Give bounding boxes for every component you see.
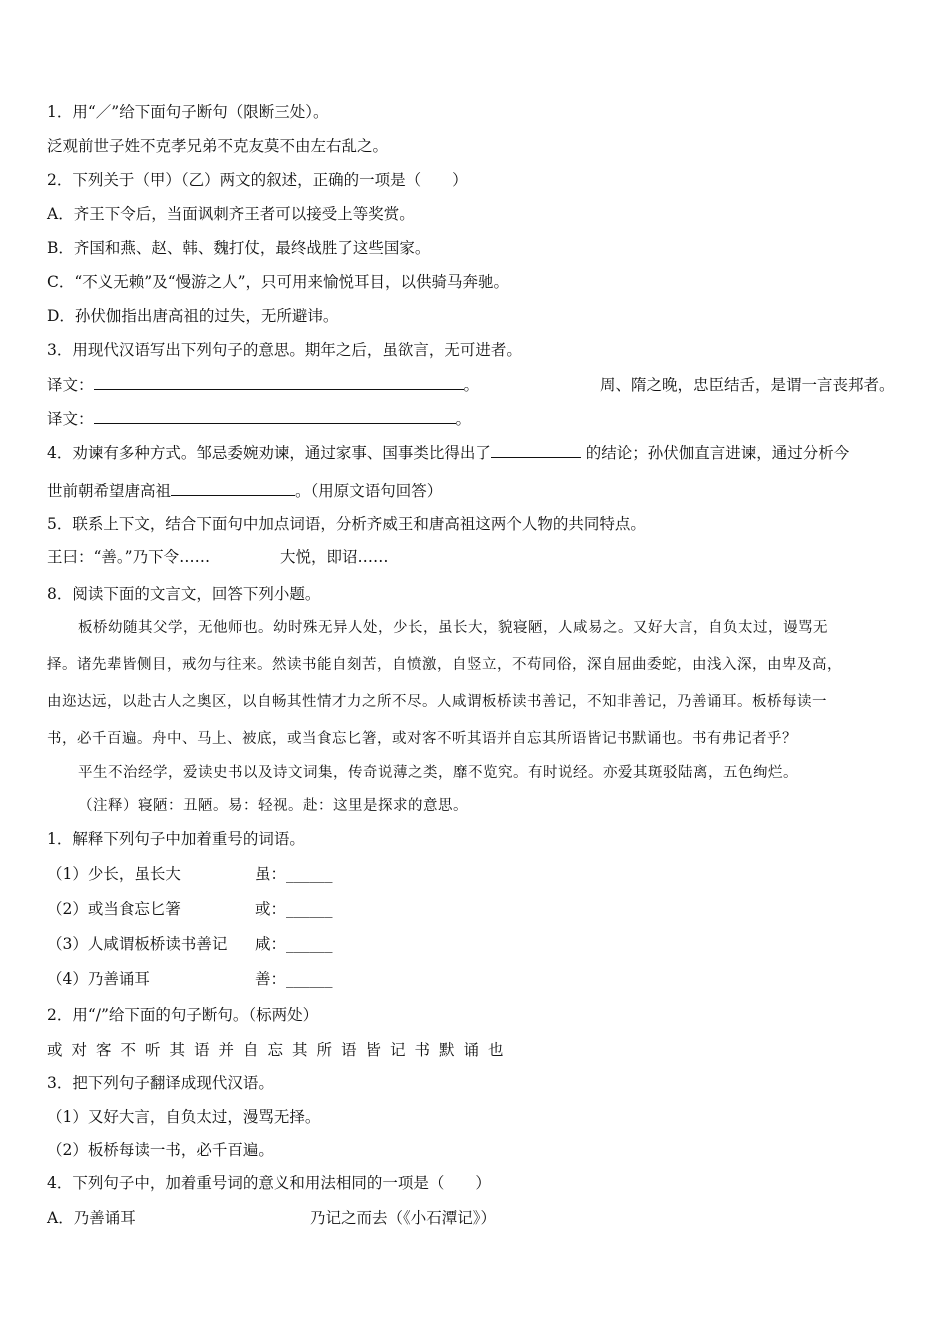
passage-line: 书，必千百遍。舟中、马上、被底，或当食忘匕箸，或对客不听其语并自忘其所语皆记书默诵也。书有弗记者乎？: [47, 731, 797, 747]
question-2-option-c: C．“不义无赖”及“慢游之人”，只可用来愉悦耳目，以供骑马奔驰。: [47, 273, 510, 291]
question-8: 8．阅读下面的文言文，回答下列小题。: [47, 585, 321, 603]
question-4-text: 4．劝谏有多种方式。邹忌委婉劝谏，通过家事、国事类比得出了: [47, 444, 491, 462]
question-2-option-a: A．齐王下令后，当面讽刺齐王者可以接受上等奖赏。: [47, 205, 415, 223]
question-3-translation-1: [47, 375, 479, 395]
passage-line: 择。诸先辈皆侧目，戒勿与往来。然读书能自刻苦，自愤激，自竖立，不苟同俗，深自屈曲委蛇，由浅入深，由卑及高，: [47, 657, 842, 673]
answer-blank: [171, 481, 295, 496]
question-3-translation-2: [47, 409, 471, 429]
question-1: 1．用“／”给下面句子断句（限断三处）。: [47, 103, 329, 121]
question-5-quote-2: 大悦，即诏……: [280, 548, 389, 566]
sub-question-1-item: （1）少长，虽长大: [47, 865, 181, 883]
question-3-sentence-2: 周、隋之晚，忠臣结舌，是谓一言丧邦者。: [600, 376, 895, 394]
sub-question-1-answer: 虽：______: [255, 865, 333, 883]
sub-question-3-item-1: （1）又好大言，自负太过，漫骂无择。: [47, 1108, 321, 1126]
question-4-text: 世前朝希望唐高祖: [47, 482, 172, 500]
answer-blank: [491, 443, 581, 458]
question-5-quote-1: 王曰：“善。”乃下令……: [47, 548, 211, 566]
sub-question-1-answer: 咸：______: [255, 935, 333, 953]
sub-question-2: 2．用“/”给下面的句子断句。（标两处）: [47, 1006, 319, 1024]
question-5: 5．联系上下文，结合下面句中加点词语，分析齐威王和唐高祖这两个人物的共同特点。: [47, 515, 646, 533]
passage-line: 由迩达远，以赴古人之奥区，以自畅其性情才力之所不尽。人咸谓板桥读书善记，不知非善记，乃善诵耳。板桥每读一: [47, 694, 827, 710]
sub-question-1-item: （2）或当食忘匕箸: [47, 900, 181, 918]
sub-question-4-option-a-compare: 乃记之而去（《小石潭记》）: [310, 1209, 497, 1227]
translation-end: 。: [463, 376, 480, 394]
translation-end: 。: [455, 410, 472, 428]
passage-note: （注释）寝陋：丑陋。易：轻视。赴：这里是探求的意思。: [78, 798, 468, 814]
question-2-option-d: D．孙伏伽指出唐高祖的过失，无所避讳。: [47, 307, 339, 325]
translation-label: 译文：: [47, 410, 94, 428]
question-2: 2．下列关于（甲）（乙）两文的叙述，正确的一项是（ ）: [47, 171, 468, 189]
sub-question-4-option-a: A．乃善诵耳: [47, 1209, 136, 1227]
sub-question-4: 4．下列句子中，加着重号词的意义和用法相同的一项是（ ）: [47, 1174, 491, 1192]
translation-label: 译文：: [47, 376, 94, 394]
question-4-text: 。（用原文语句回答）: [295, 482, 443, 500]
question-2-option-b: B．齐国和燕、赵、韩、魏打仗，最终战胜了这些国家。: [47, 239, 431, 257]
question-1-sentence: 泛观前世子姓不克孝兄弟不克友莫不由左右乱之。: [47, 137, 389, 155]
question-4-line-2: [47, 481, 442, 501]
passage-line: 板桥幼随其父学，无他师也。幼时殊无异人处，少长，虽长大，貌寝陋，人咸易之。又好大言，自负太过，谩骂无: [78, 620, 828, 636]
sub-question-1-answer: 或：______: [255, 900, 333, 918]
answer-blank: [94, 375, 464, 390]
sub-question-3-item-2: （2）板桥每读一书，必千百遍。: [47, 1141, 274, 1159]
sub-question-1: 1．解释下列句子中加着重号的词语。: [47, 830, 305, 848]
question-3: 3．用现代汉语写出下列句子的意思。期年之后，虽欲言，无可进者。: [47, 341, 522, 359]
question-4-line-1: [47, 443, 849, 463]
passage-paragraph-2: 平生不治经学，爱读史书以及诗文词集，传奇说薄之类，靡不览究。有时说经。亦爱其斑驳陆离，五色绚烂。: [78, 765, 798, 781]
sub-question-2-sentence: 或对客不听其语并自忘其所语皆记书默诵也: [47, 1041, 513, 1059]
question-4-text: 的结论；孙伏伽直言进谏，通过分析今: [580, 444, 850, 462]
sub-question-1-item: （3）人咸谓板桥读书善记: [47, 935, 228, 953]
sub-question-1-answer: 善：______: [255, 970, 333, 988]
sub-question-3: 3．把下列句子翻译成现代汉语。: [47, 1074, 274, 1092]
sub-question-1-item: （4）乃善诵耳: [47, 970, 150, 988]
answer-blank: [94, 409, 456, 424]
